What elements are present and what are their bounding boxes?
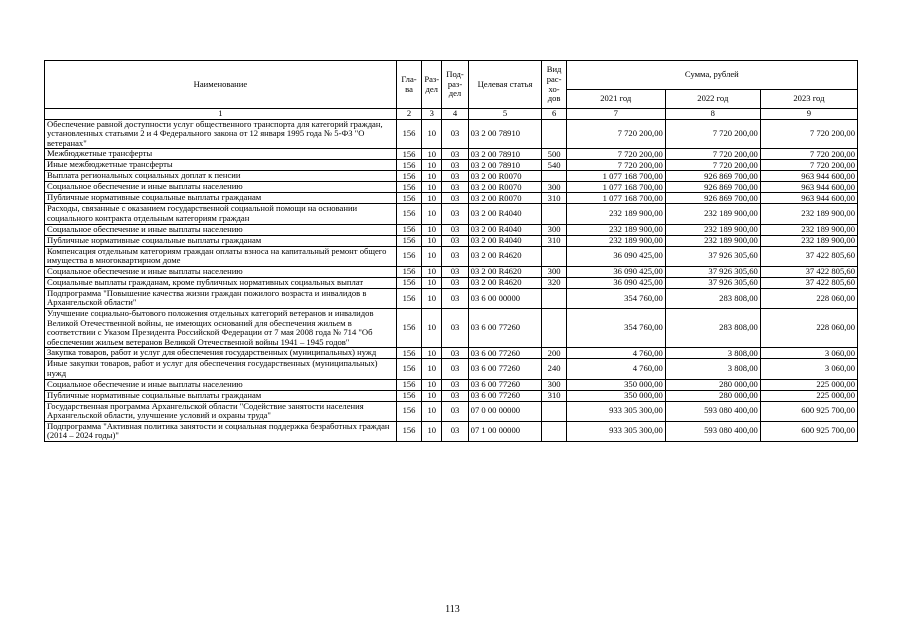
row-celevaya: 07 1 00 00000: [468, 421, 542, 441]
row-sum-2021: 350 000,00: [566, 379, 665, 390]
col-number: 6: [542, 109, 566, 120]
row-razdel: 10: [422, 348, 442, 359]
row-sum-2021: 350 000,00: [566, 390, 665, 401]
row-celevaya: 03 6 00 77260: [468, 390, 542, 401]
row-name: Социальные выплаты гражданам, кроме публичных нормативных социальных выплат: [45, 277, 397, 288]
row-podrazdel: 03: [442, 379, 468, 390]
row-glava: 156: [396, 224, 421, 235]
row-sum-2021: 354 760,00: [566, 288, 665, 308]
row-sum-2022: 283 808,00: [665, 288, 760, 308]
header-summa: Сумма, рублей: [566, 61, 857, 90]
row-vid: 320: [542, 277, 566, 288]
row-sum-2022: 926 869 700,00: [665, 182, 760, 193]
row-podrazdel: 03: [442, 119, 468, 149]
row-sum-2022: 7 720 200,00: [665, 160, 760, 171]
row-vid: [542, 401, 566, 421]
row-vid: [542, 119, 566, 149]
row-glava: 156: [396, 182, 421, 193]
row-sum-2023: 228 060,00: [760, 288, 857, 308]
row-sum-2022: 593 080 400,00: [665, 401, 760, 421]
row-podrazdel: 03: [442, 421, 468, 441]
header-2021: 2021 год: [566, 90, 665, 109]
row-name: Выплата региональных социальных доплат к пенсии: [45, 171, 397, 182]
row-name: Компенсация отдельным категориям граждан оплаты взноса на капитальный ремонт общего имущества в многоквартирном доме: [45, 246, 397, 266]
row-celevaya: 03 2 00 78910: [468, 160, 542, 171]
row-podrazdel: 03: [442, 401, 468, 421]
row-podrazdel: 03: [442, 235, 468, 246]
header-glava: Гла-ва: [396, 61, 421, 109]
row-sum-2023: 7 720 200,00: [760, 149, 857, 160]
header-razdel: Раз-дел: [422, 61, 442, 109]
row-glava: 156: [396, 266, 421, 277]
row-vid: [542, 204, 566, 224]
row-celevaya: 03 2 00 78910: [468, 149, 542, 160]
row-sum-2021: 232 189 900,00: [566, 204, 665, 224]
row-sum-2021: 232 189 900,00: [566, 235, 665, 246]
table-body: [45, 119, 858, 441]
table-row: [45, 224, 858, 235]
row-celevaya: 03 2 00 R4620: [468, 266, 542, 277]
row-vid: 300: [542, 224, 566, 235]
row-razdel: 10: [422, 308, 442, 347]
row-celevaya: 03 6 00 77260: [468, 308, 542, 347]
row-name: Социальное обеспечение и иные выплаты населению: [45, 379, 397, 390]
row-sum-2023: 37 422 805,60: [760, 266, 857, 277]
header-vid: Вид рас-хо-дов: [542, 61, 566, 109]
col-number: 7: [566, 109, 665, 120]
row-sum-2023: 37 422 805,60: [760, 246, 857, 266]
row-celevaya: 03 2 00 R4040: [468, 224, 542, 235]
table-row: [45, 348, 858, 359]
row-name: Государственная программа Архангельской области "Содействие занятости населения Архангельской области, улучшение условий и охраны труда": [45, 401, 397, 421]
row-vid: [542, 308, 566, 347]
row-podrazdel: 03: [442, 308, 468, 347]
row-vid: 300: [542, 182, 566, 193]
row-sum-2021: 36 090 425,00: [566, 277, 665, 288]
row-podrazdel: 03: [442, 277, 468, 288]
row-sum-2021: 7 720 200,00: [566, 149, 665, 160]
row-glava: 156: [396, 246, 421, 266]
row-podrazdel: 03: [442, 171, 468, 182]
row-sum-2021: 933 305 300,00: [566, 401, 665, 421]
row-celevaya: 03 2 00 R4620: [468, 277, 542, 288]
row-name: Публичные нормативные социальные выплаты гражданам: [45, 390, 397, 401]
row-vid: 300: [542, 266, 566, 277]
row-sum-2022: 232 189 900,00: [665, 224, 760, 235]
row-podrazdel: 03: [442, 348, 468, 359]
row-sum-2022: 3 808,00: [665, 348, 760, 359]
row-name: Обеспечение равной доступности услуг общественного транспорта для категорий граждан, установленных статьями 2 и 4 Федерального закона от 12 января 1995 года № 5-ФЗ "О ветеранах": [45, 119, 397, 149]
row-name: Публичные нормативные социальные выплаты гражданам: [45, 193, 397, 204]
row-sum-2022: 232 189 900,00: [665, 235, 760, 246]
row-glava: 156: [396, 193, 421, 204]
row-name: Подпрограмма "Повышение качества жизни граждан пожилого возраста и инвалидов в Архангельской области": [45, 288, 397, 308]
row-vid: [542, 288, 566, 308]
row-razdel: 10: [422, 277, 442, 288]
row-podrazdel: 03: [442, 149, 468, 160]
row-sum-2023: 7 720 200,00: [760, 119, 857, 149]
table-row: [45, 235, 858, 246]
table-row: [45, 171, 858, 182]
col-number: 5: [468, 109, 542, 120]
row-razdel: 10: [422, 193, 442, 204]
row-razdel: 10: [422, 379, 442, 390]
row-glava: 156: [396, 359, 421, 379]
row-sum-2021: 232 189 900,00: [566, 224, 665, 235]
row-glava: 156: [396, 308, 421, 347]
row-sum-2023: 232 189 900,00: [760, 224, 857, 235]
table-row: [45, 149, 858, 160]
row-sum-2021: 7 720 200,00: [566, 160, 665, 171]
row-name: Межбюджетные трансферты: [45, 149, 397, 160]
row-sum-2022: 926 869 700,00: [665, 193, 760, 204]
row-glava: 156: [396, 379, 421, 390]
row-sum-2023: 232 189 900,00: [760, 204, 857, 224]
row-sum-2022: 37 926 305,60: [665, 266, 760, 277]
row-celevaya: 03 2 00 R0070: [468, 182, 542, 193]
row-glava: 156: [396, 277, 421, 288]
table-row: [45, 204, 858, 224]
table-row: [45, 119, 858, 149]
row-podrazdel: 03: [442, 204, 468, 224]
header-celevaya: Целевая статья: [468, 61, 542, 109]
row-sum-2022: 37 926 305,60: [665, 277, 760, 288]
row-podrazdel: 03: [442, 359, 468, 379]
row-sum-2022: 280 000,00: [665, 390, 760, 401]
row-sum-2023: 3 060,00: [760, 359, 857, 379]
row-podrazdel: 03: [442, 288, 468, 308]
row-sum-2023: 600 925 700,00: [760, 421, 857, 441]
col-number: 1: [45, 109, 397, 120]
row-glava: 156: [396, 204, 421, 224]
row-sum-2023: 228 060,00: [760, 308, 857, 347]
col-number: 2: [396, 109, 421, 120]
row-razdel: 10: [422, 288, 442, 308]
row-glava: 156: [396, 119, 421, 149]
row-name: Социальное обеспечение и иные выплаты населению: [45, 266, 397, 277]
row-glava: 156: [396, 235, 421, 246]
col-number: 3: [422, 109, 442, 120]
row-vid: 540: [542, 160, 566, 171]
row-celevaya: 03 2 00 R0070: [468, 171, 542, 182]
header-podrazdel: Под-раз-дел: [442, 61, 468, 109]
row-razdel: 10: [422, 401, 442, 421]
row-glava: 156: [396, 288, 421, 308]
row-sum-2021: 7 720 200,00: [566, 119, 665, 149]
row-podrazdel: 03: [442, 266, 468, 277]
row-sum-2021: 1 077 168 700,00: [566, 182, 665, 193]
table-row: [45, 359, 858, 379]
row-name: Иные закупки товаров, работ и услуг для обеспечения государственных (муниципальных) нужд: [45, 359, 397, 379]
col-number: 4: [442, 109, 468, 120]
row-vid: 200: [542, 348, 566, 359]
table-row: [45, 401, 858, 421]
row-celevaya: 03 2 00 R0070: [468, 193, 542, 204]
row-vid: [542, 246, 566, 266]
row-sum-2023: 225 000,00: [760, 390, 857, 401]
row-sum-2022: 926 869 700,00: [665, 171, 760, 182]
row-name: Социальное обеспечение и иные выплаты населению: [45, 224, 397, 235]
row-podrazdel: 03: [442, 160, 468, 171]
row-razdel: 10: [422, 246, 442, 266]
row-sum-2021: 4 760,00: [566, 359, 665, 379]
row-sum-2022: 593 080 400,00: [665, 421, 760, 441]
row-sum-2022: 7 720 200,00: [665, 119, 760, 149]
row-celevaya: 03 6 00 00000: [468, 288, 542, 308]
col-number: 8: [665, 109, 760, 120]
row-sum-2023: 600 925 700,00: [760, 401, 857, 421]
row-sum-2023: 963 944 600,00: [760, 171, 857, 182]
row-vid: [542, 421, 566, 441]
row-vid: [542, 171, 566, 182]
row-razdel: 10: [422, 390, 442, 401]
table-row: [45, 288, 858, 308]
row-sum-2021: 354 760,00: [566, 308, 665, 347]
table-row: [45, 266, 858, 277]
row-sum-2023: 3 060,00: [760, 348, 857, 359]
row-name: Публичные нормативные социальные выплаты гражданам: [45, 235, 397, 246]
row-sum-2021: 36 090 425,00: [566, 246, 665, 266]
row-razdel: 10: [422, 149, 442, 160]
row-sum-2023: 232 189 900,00: [760, 235, 857, 246]
table-row: [45, 421, 858, 441]
row-razdel: 10: [422, 182, 442, 193]
row-podrazdel: 03: [442, 390, 468, 401]
table-row: [45, 308, 858, 347]
row-celevaya: 03 2 00 R4040: [468, 204, 542, 224]
row-sum-2021: 1 077 168 700,00: [566, 171, 665, 182]
row-sum-2021: 1 077 168 700,00: [566, 193, 665, 204]
row-sum-2022: 280 000,00: [665, 379, 760, 390]
row-glava: 156: [396, 401, 421, 421]
row-podrazdel: 03: [442, 182, 468, 193]
row-glava: 156: [396, 171, 421, 182]
row-vid: 310: [542, 235, 566, 246]
row-vid: 310: [542, 390, 566, 401]
row-glava: 156: [396, 421, 421, 441]
row-sum-2023: 963 944 600,00: [760, 193, 857, 204]
row-celevaya: 03 2 00 R4620: [468, 246, 542, 266]
table-row: [45, 246, 858, 266]
row-glava: 156: [396, 149, 421, 160]
row-sum-2022: 283 808,00: [665, 308, 760, 347]
row-vid: 300: [542, 379, 566, 390]
row-vid: 310: [542, 193, 566, 204]
header-2022: 2022 год: [665, 90, 760, 109]
row-sum-2021: 4 760,00: [566, 348, 665, 359]
row-glava: 156: [396, 348, 421, 359]
row-sum-2023: 963 944 600,00: [760, 182, 857, 193]
row-podrazdel: 03: [442, 224, 468, 235]
table-row: [45, 160, 858, 171]
row-sum-2022: 37 926 305,60: [665, 246, 760, 266]
row-name: Улучшение социально-бытового положения отдельных категорий ветеранов и инвалидов Великой Отечественной войны, не имеющих оснований для обеспечения жильем в соответствии с Указом Президента Российской Федерации от 7 мая 2008 года № 714 "Об обеспечении жильем ветеранов Великой Отечественной войны 1941 – 1945 годов": [45, 308, 397, 347]
row-vid: 240: [542, 359, 566, 379]
row-razdel: 10: [422, 119, 442, 149]
page-number: 113: [445, 604, 460, 615]
row-sum-2023: 225 000,00: [760, 379, 857, 390]
row-razdel: 10: [422, 224, 442, 235]
row-name: Закупка товаров, работ и услуг для обеспечения государственных (муниципальных) нужд: [45, 348, 397, 359]
table-row: [45, 379, 858, 390]
row-razdel: 10: [422, 421, 442, 441]
row-vid: 500: [542, 149, 566, 160]
row-sum-2023: 37 422 805,60: [760, 277, 857, 288]
row-razdel: 10: [422, 359, 442, 379]
row-razdel: 10: [422, 160, 442, 171]
row-razdel: 10: [422, 235, 442, 246]
row-name: Иные межбюджетные трансферты: [45, 160, 397, 171]
table-row: [45, 182, 858, 193]
table-row: [45, 193, 858, 204]
row-glava: 156: [396, 390, 421, 401]
row-podrazdel: 03: [442, 193, 468, 204]
row-celevaya: 07 0 00 00000: [468, 401, 542, 421]
row-podrazdel: 03: [442, 246, 468, 266]
header-2023: 2023 год: [760, 90, 857, 109]
budget-table: [44, 60, 858, 442]
row-sum-2023: 7 720 200,00: [760, 160, 857, 171]
row-sum-2022: 3 808,00: [665, 359, 760, 379]
row-glava: 156: [396, 160, 421, 171]
row-celevaya: 03 2 00 R4040: [468, 235, 542, 246]
row-celevaya: 03 6 00 77260: [468, 379, 542, 390]
row-name: Расходы, связанные с оказанием государственной социальной помощи на основании социального контракта отдельным категориям граждан: [45, 204, 397, 224]
row-celevaya: 03 6 00 77260: [468, 348, 542, 359]
row-razdel: 10: [422, 204, 442, 224]
row-razdel: 10: [422, 266, 442, 277]
table-row: [45, 277, 858, 288]
row-celevaya: 03 6 00 77260: [468, 359, 542, 379]
row-sum-2022: 232 189 900,00: [665, 204, 760, 224]
row-celevaya: 03 2 00 78910: [468, 119, 542, 149]
row-sum-2021: 933 305 300,00: [566, 421, 665, 441]
row-sum-2022: 7 720 200,00: [665, 149, 760, 160]
row-razdel: 10: [422, 171, 442, 182]
row-sum-2021: 36 090 425,00: [566, 266, 665, 277]
table-row: [45, 390, 858, 401]
row-name: Подпрограмма "Активная политика занятости и социальная поддержка безработных граждан (2014 – 2024 годы)": [45, 421, 397, 441]
row-name: Социальное обеспечение и иные выплаты населению: [45, 182, 397, 193]
col-number: 9: [760, 109, 857, 120]
header-name: Наименование: [45, 61, 397, 109]
